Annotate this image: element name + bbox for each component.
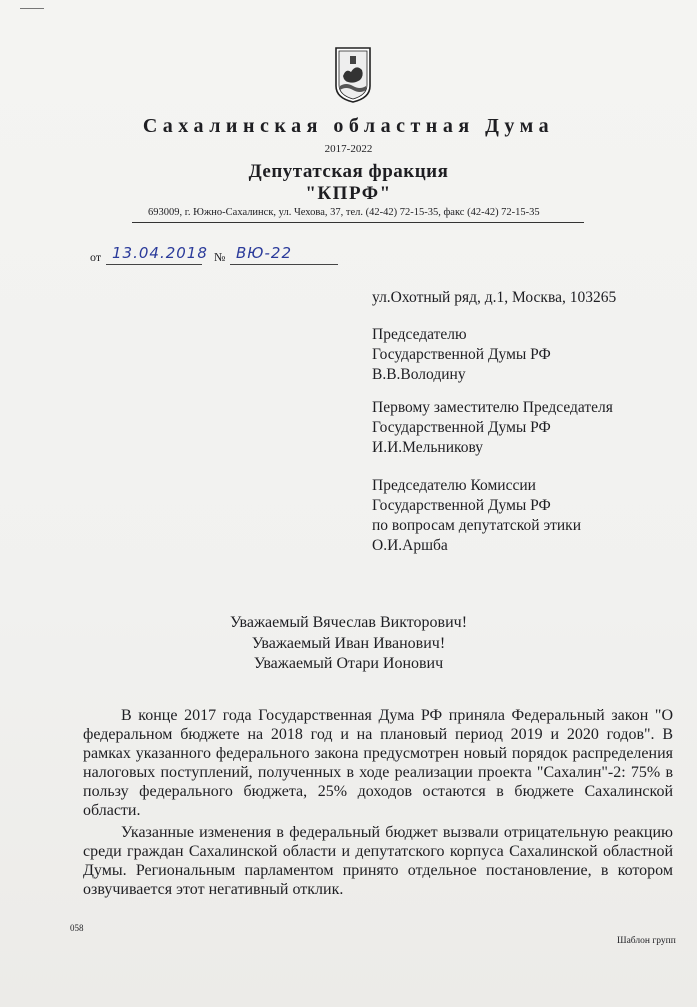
organization-title: Сахалинская областная Дума <box>142 115 555 137</box>
recipient-line: Государственной Думы РФ <box>372 497 551 514</box>
recipient-arshba <box>372 476 581 556</box>
recipient-line: по вопросам депутатской этики <box>372 517 582 534</box>
sakhalin-coat-of-arms-icon <box>334 46 372 104</box>
number-underline <box>230 264 338 265</box>
contact-line: 693009, г. Южно-Сахалинск, ул. Чехова, 37, тел. (42-42) 72-15-35, факс (42-42) 72-15-35 <box>148 207 540 218</box>
recipient-line: О.И.Аршба <box>372 537 448 554</box>
salutation-block <box>0 613 697 675</box>
body-paragraph: В конце 2017 года Государственная Дума РФ приняла Федеральный закон "О федеральном бюджете на 2018 год и на плановый период 2019 и 2020 годов". В рамках указанного федерального закона предусмотрен новый порядок распределения налоговых поступлений, полученных в ходе реализации проекта "Сахалин"-2: 75% в пользу федерального бюджета, 25% доходов остаются в бюджете Сахалинской области. <box>83 707 673 819</box>
date-underline <box>106 264 202 265</box>
body-paragraph: Указанные изменения в федеральный бюджет вызвали отрицательную реакцию среди граждан Сахалинской области и депутатского корпуса Сахалинской областной Думы. Региональным парламентом принято отдельное постановление, в котором озвучивается этот негативный отклик. <box>83 824 673 898</box>
recipient-line: Государственной Думы РФ <box>372 419 551 436</box>
salutation-line: Уважаемый Отари Ионович <box>253 655 444 672</box>
recipient-line: Председателю Комиссии <box>372 477 536 494</box>
recipient-volodin <box>372 325 551 385</box>
handwritten-date: 13.04.2018 <box>112 244 208 262</box>
header-divider <box>132 222 584 223</box>
form-code: 058 <box>70 923 84 933</box>
recipient-line: Председателю <box>372 326 467 343</box>
faction-label: Депутатская фракция <box>248 161 449 182</box>
convocation-years: 2017-2022 <box>324 143 373 155</box>
recipient-line: И.И.Мельникову <box>372 439 484 456</box>
recipient-line: В.В.Володину <box>372 366 466 383</box>
faction-name: "КПРФ" <box>305 183 392 204</box>
letter-body <box>83 706 673 899</box>
recipient-melnikov <box>372 398 613 458</box>
recipient-address <box>372 288 616 308</box>
handwritten-number: ВЮ-22 <box>236 244 292 262</box>
number-label: № <box>214 250 226 264</box>
postal-address: ул.Охотный ряд, д.1, Москва, 103265 <box>372 289 617 306</box>
salutation-line: Уважаемый Иван Иванович! <box>251 634 446 652</box>
template-label: Шаблон групп <box>617 936 676 946</box>
recipient-line: Первому заместителю Председателя <box>372 399 613 416</box>
salutation-line: Уважаемый Вячеслав Викторович! <box>229 614 468 631</box>
from-label: от <box>90 250 102 264</box>
corner-mark <box>20 8 44 9</box>
recipient-line: Государственной Думы РФ <box>372 346 551 363</box>
